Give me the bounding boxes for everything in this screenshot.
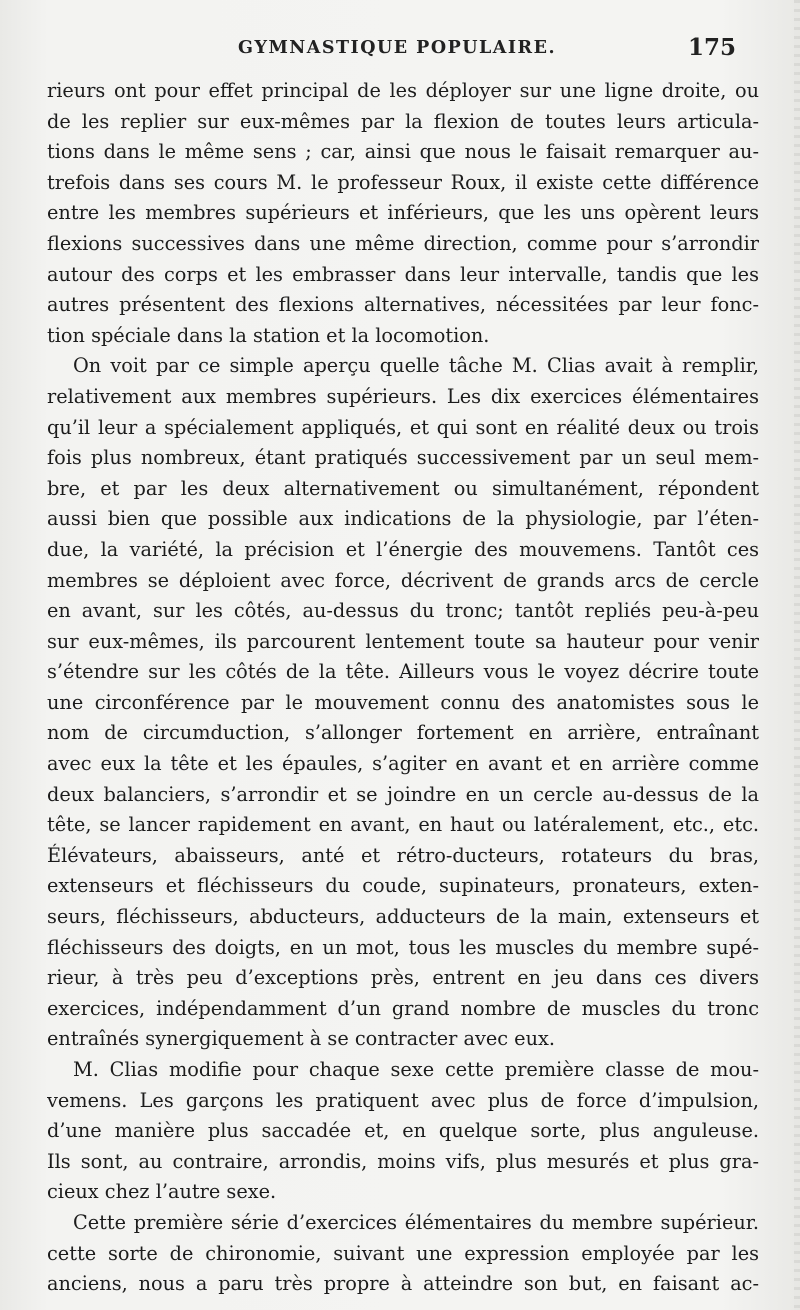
text-line: sur eux-mêmes, ils parcourent lentement toute sa hauteur pour venir xyxy=(47,629,759,653)
text-line: entraînés synergiquement à se contracter avec eux. xyxy=(47,1027,556,1051)
text-line: M. Clias modifie pour chaque sexe cette première classe de mou- xyxy=(73,1058,759,1081)
text-line: Ils sont, au contraire, arrondis, moins vifs, plus mesurés et plus gra- xyxy=(47,1149,759,1173)
text-line: extenseurs et fléchisseurs du coude, supinateurs, pronateurs, exten- xyxy=(47,874,759,898)
text-line: de les replier sur eux-mêmes par la flexion de toutes leurs articula- xyxy=(47,109,759,133)
text-line: en avant, sur les côtés, au-dessus du tronc; tantôt repliés peu-à-peu xyxy=(47,599,759,623)
text-line: rieur, à très peu d’exceptions près, entrent en jeu dans ces divers xyxy=(47,966,759,990)
text-line: anciens, nous a paru très propre à atteindre son but, en faisant ac- xyxy=(47,1272,759,1296)
text-line: nom de circumduction, s’allonger fortement en arrière, entraînant xyxy=(47,721,759,745)
text-line: seurs, fléchisseurs, abducteurs, adducteurs de la main, extenseurs et xyxy=(47,905,759,929)
text-line: membres se déploient avec force, décrivent de grands arcs de cercle xyxy=(47,568,759,592)
text-line: entre les membres supérieurs et inférieurs, que les uns opèrent leurs xyxy=(47,201,759,225)
text-line: aussi bien que possible aux indications de la physiologie, par l’éten- xyxy=(47,507,759,531)
text-line: relativement aux membres supérieurs. Les dix exercices élémentaires xyxy=(47,384,759,408)
text-line: cette sorte de chironomie, suivant une expression employée par les xyxy=(47,1241,759,1265)
running-title: GYMNASTIQUE POPULAIRE. xyxy=(238,38,557,58)
text-line: On voit par ce simple aperçu quelle tâche M. Clias avait à remplir, xyxy=(73,354,759,378)
text-line: s’étendre sur les côtés de la tête. Ailleurs vous le voyez décrire toute xyxy=(47,660,759,684)
text-line: autour des corps et les embrasser dans leur intervalle, tandis que les xyxy=(47,262,759,286)
text-line: flexions successives dans une même direction, comme pour s’arrondir xyxy=(47,231,759,255)
text-line: rieurs ont pour effet principal de les déployer sur une ligne droite, ou xyxy=(47,79,759,102)
text-line: avec eux la tête et les épaules, s’agiter en avant et en arrière comme xyxy=(47,752,759,776)
body-text xyxy=(47,76,759,1300)
page-header xyxy=(0,30,800,70)
text-line: exercices, indépendamment d’un grand nombre de muscles du tronc xyxy=(47,996,759,1020)
text-line: trefois dans ses cours M. le professeur Roux, il existe cette différence xyxy=(47,170,759,194)
text-line: due, la variété, la précision et l’énergie des mouvemens. Tantôt ces xyxy=(47,537,759,561)
text-line: une circonférence par le mouvement connu des anatomistes sous le xyxy=(47,690,759,714)
page-number: 175 xyxy=(688,34,737,61)
text-line: vemens. Les garçons les pratiquent avec plus de force d’impulsion, xyxy=(47,1088,759,1112)
text-line: Élévateurs, abaisseurs, anté et rétro-ducteurs, rotateurs du bras, xyxy=(47,843,759,867)
text-line: deux balanciers, s’arrondir et se joindre en un cercle au-dessus de la xyxy=(47,782,759,806)
text-line: tions dans le même sens ; car, ainsi que nous le faisait remarquer au- xyxy=(47,140,759,164)
text-line: cieux chez l’autre sexe. xyxy=(47,1180,277,1204)
text-line: fléchisseurs des doigts, en un mot, tous les muscles du membre supé- xyxy=(47,935,759,959)
page-edge-shadow xyxy=(794,0,800,1310)
text-line: d’une manière plus saccadée et, en quelque sorte, plus anguleuse. xyxy=(47,1119,759,1143)
text-line: tête, se lancer rapidement en avant, en haut ou latéralement, etc., etc. xyxy=(47,813,759,837)
text-line: bre, et par les deux alternativement ou simultanément, répondent xyxy=(47,476,759,500)
text-line: autres présentent des flexions alternatives, nécessitées par leur fonc- xyxy=(47,293,759,317)
text-line: Cette première série d’exercices élémentaires du membre supérieur. xyxy=(73,1210,759,1234)
text-line: fois plus nombreux, étant pratiqués successivement par un seul mem- xyxy=(47,446,759,470)
text-line: tion spéciale dans la station et la locomotion. xyxy=(47,323,490,347)
text-line: qu’il leur a spécialement appliqués, et qui sont en réalité deux ou trois xyxy=(47,415,759,439)
